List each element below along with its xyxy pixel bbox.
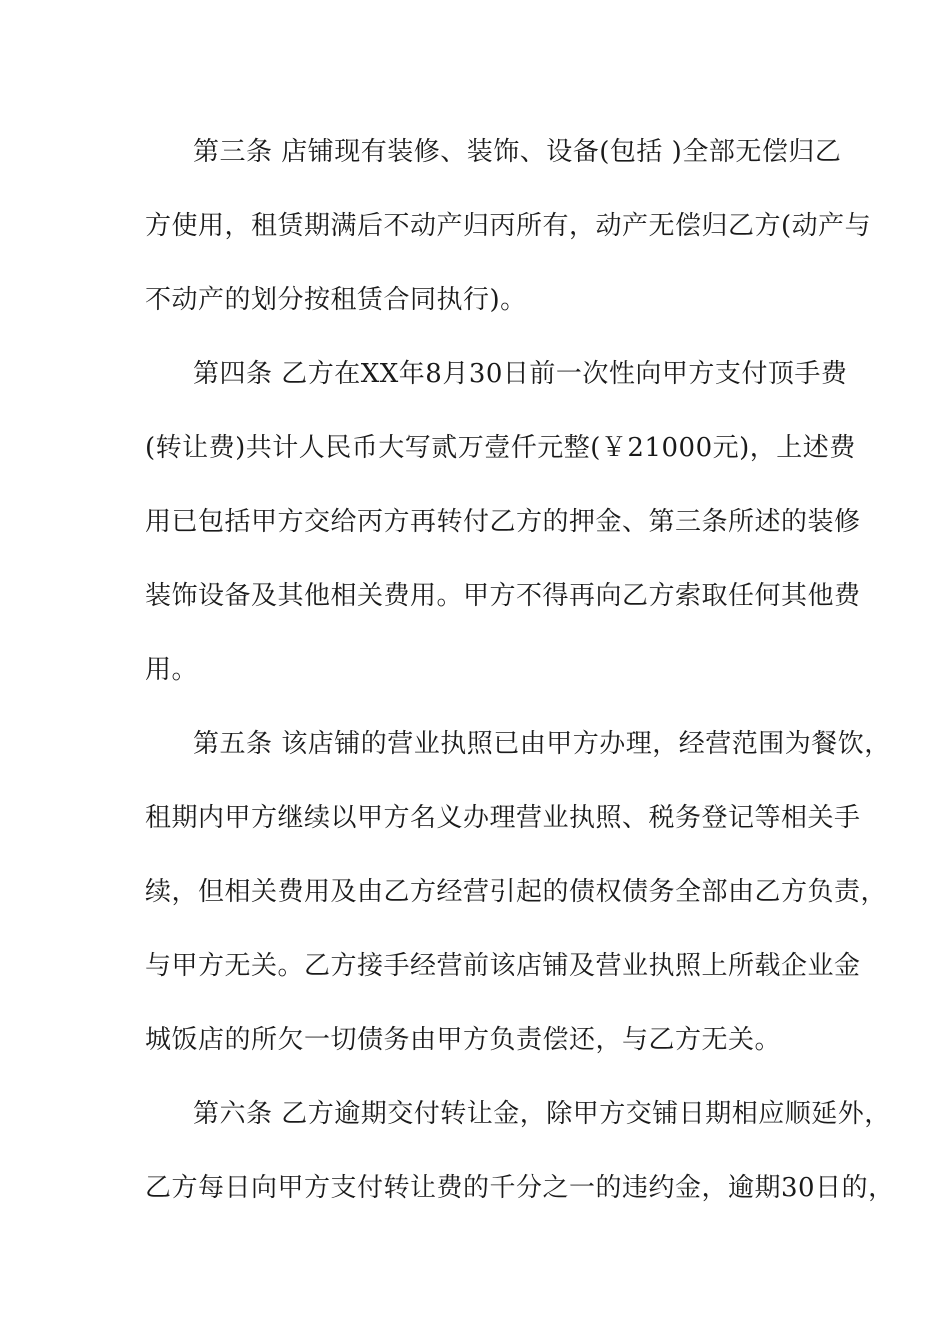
article-3-line-2: 方使用，租赁期满后不动产归丙所有，动产无偿归乙方(动产与 <box>145 211 872 241</box>
article-4-line-2: (转让费)共计人民币大写贰万壹仟元整(￥21000元)，上述费 <box>145 433 856 463</box>
article-5-line-1: 第五条 该店铺的营业执照已由甲方办理，经营范围为餐饮， <box>193 729 891 759</box>
article-5-line-2: 租期内甲方继续以甲方名义办理营业执照、税务登记等相关手 <box>145 803 861 833</box>
article-5-line-3: 续，但相关费用及由乙方经营引起的债权债务全部由乙方负责， <box>145 877 888 907</box>
article-4-line-1: 第四条 乙方在XX年8月30日前一次性向甲方支付顶手费 <box>193 359 848 389</box>
article-3-line-3: 不动产的划分按租赁合同执行)。 <box>145 285 527 315</box>
article-4-line-3: 用已包括甲方交给丙方再转付乙方的押金、第三条所述的装修 <box>145 507 861 537</box>
article-5-line-4: 与甲方无关。乙方接手经营前该店铺及营业执照上所载企业金 <box>145 951 861 981</box>
article-3-line-1: 第三条 店铺现有装修、装饰、设备(包括 )全部无偿归乙 <box>193 137 842 167</box>
article-6-line-2: 乙方每日向甲方支付转让费的千分之一的违约金，逾期30日的， <box>145 1173 895 1203</box>
article-4-line-5: 用。 <box>145 655 199 685</box>
article-4-line-4: 装饰设备及其他相关费用。甲方不得再向乙方索取任何其他费 <box>145 581 861 611</box>
article-6-line-1: 第六条 乙方逾期交付转让金，除甲方交铺日期相应顺延外， <box>193 1099 891 1129</box>
article-5-line-5: 城饭店的所欠一切债务由甲方负责偿还，与乙方无关。 <box>145 1025 782 1055</box>
